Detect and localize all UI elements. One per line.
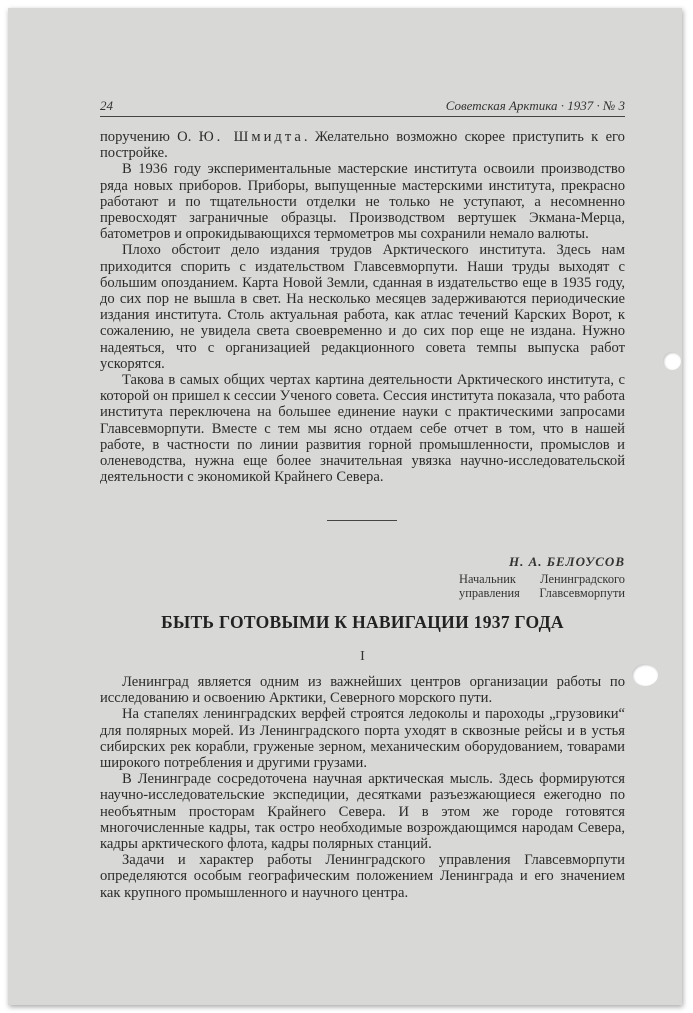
paragraph: Такова в самых общих чертах картина деятельности Арктического института, с которой он пришел к сессии Ученого совета. Сессия института показала, что работа института переключена на большее единение науки с практическими запросами Главсевморпути. Вместе с тем мы ясно отдаем себе отчет в том, что в нашей работе, в частности по линии развития горной промышленности, промыслов и оленеводства, нужна еще более значительная увязка научно-исследовательской деятельности с экономикой Крайнего Севера. bbox=[100, 372, 625, 486]
paragraph: Плохо обстоит дело издания трудов Арктического института. Здесь нам приходится спорить с издательством Главсевморпути. Наши труды выходят с большим опозданием. Карта Новой Земли, сданная в издательство еще в 1935 году, до сих пор не вышла в свет. На несколько месяцев задерживаются периодические издания института. Столь актуальная работа, как атлас течений Карских Ворот, к сожалению, не увидела света своевременно и до сих пор еще не издана. Нужно надеяться, что с организацией редакционного совета темпы выпуска работ ускорятся. bbox=[100, 242, 625, 372]
paragraph: В Ленинграде сосредоточена научная арктическая мысль. Здесь формируются научно-исследовательские экспедиции, десятками разъезжающиеся ежегодно по необъятным просторам Крайнего Севера. И в этом же городе готовятся многочисленные кадры, так остро необходимые возрождающимся народам Севера, кадры арктического флота, кадры полярных станций. bbox=[100, 771, 625, 853]
paragraph bbox=[100, 129, 625, 161]
p1-name: Ю. Шмидта bbox=[198, 129, 304, 145]
binding-hole bbox=[632, 664, 658, 686]
article-title: БЫТЬ ГОТОВЫМИ К НАВИГАЦИИ 1937 ГОДА bbox=[161, 612, 564, 632]
p1-lead: поручению О. bbox=[100, 129, 199, 145]
binding-hole bbox=[663, 352, 681, 370]
author-name: Н. А. БЕЛОУСОВ bbox=[508, 554, 625, 569]
journal-title: Советская Арктика · 1937 · № 3 bbox=[445, 98, 625, 113]
page-number: 24 bbox=[100, 98, 113, 113]
paragraph: Ленинград является одним из важнейших центров организации работы по исследованию и освоению Арктики, Северного морского пути. bbox=[100, 674, 625, 707]
section-1-text bbox=[100, 129, 625, 485]
paragraph: На стапелях ленинградских верфей строятся ледоколы и пароходы „грузовики“ для полярных морей. Из Ленинградского порта уходят в сквозные рейсы и в устья сибирских рек корабли, груженые зерном, механическим оборудованием, товарами широкого потребления и другими грузами. bbox=[100, 706, 625, 772]
section-divider bbox=[327, 520, 397, 521]
author-role bbox=[459, 572, 625, 600]
paragraph: В 1936 году экспериментальные мастерские института освоили производство ряда новых приборов. Приборы, выпущенные мастерскими института, прекрасно работают и по тщательности отделки не только не уступают, а несомненно превосходят заграничные образцы. Производством вертушек Экмана-Мерца, батометров и опрокидывающихся термометров мы сохранили немало валюты. bbox=[100, 161, 625, 243]
article-text bbox=[100, 674, 625, 901]
paragraph: Задачи и характер работы Ленинградского управления Главсевморпути определяются особым географическим положением Ленинграда и его значением как крупного промышленного и научного центра. bbox=[100, 852, 625, 901]
p1-rest: . Желательно возможно скорее приступить к его постройке. bbox=[100, 129, 625, 162]
page-sheet bbox=[8, 8, 682, 1005]
role-line-2: управления Главсевморпути bbox=[459, 586, 625, 600]
running-header bbox=[100, 96, 625, 117]
section-numeral: I bbox=[360, 649, 365, 664]
role-line-1: Начальник Ленинградского bbox=[459, 572, 625, 586]
